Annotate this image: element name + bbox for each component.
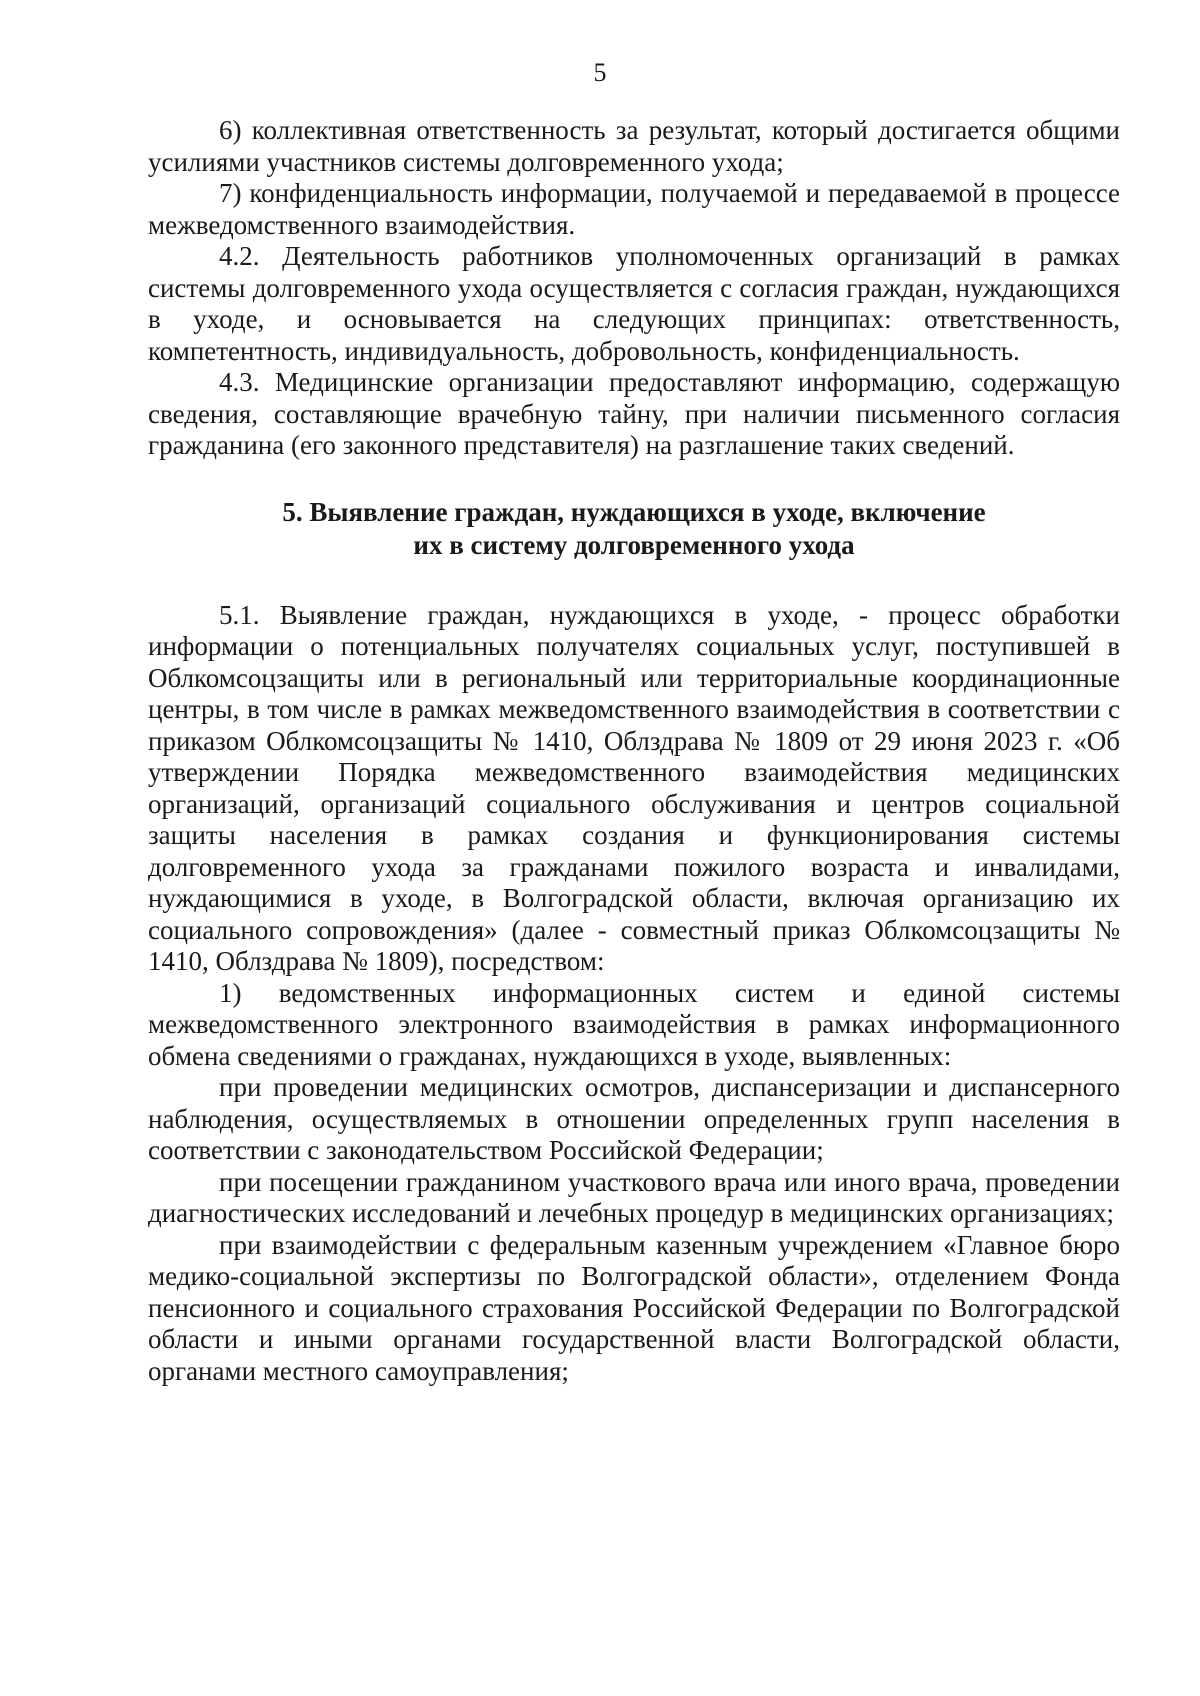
paragraph-medical-exams: при проведении медицинских осмотров, диспансеризации и диспансерного наблюдения, осуществляемых в отношении определенных групп населения в соответствии с законодательством Российской Федерации; xyxy=(148,1072,1120,1165)
section-heading-line-2: их в систему долговременного ухода xyxy=(413,529,855,560)
paragraph-4-3: 4.3. Медицинские организации предоставляют информацию, содержащую сведения, составляющие врачебную тайну, при наличии письменного согласия гражданина (его законного представителя) на разглашение таких сведений. xyxy=(148,367,1120,460)
page-number: 5 xyxy=(593,58,607,87)
section-heading xyxy=(148,496,1120,562)
paragraph-interaction: при взаимодействии с федеральным казенным учреждением «Главное бюро медико-социальной экспертизы по Волгоградской области», отделением Фонда пенсионного и социального страхования Российской Федерации по Волгоградской области и иными органами государственной власти Волгоградской области, органами местного самоуправления; xyxy=(148,1229,1120,1386)
paragraph-item-7: 7) конфиденциальность информации, получаемой и передаваемой в процессе межведомственного взаимодействия. xyxy=(148,178,1120,240)
paragraph-doctor-visits: при посещении гражданином участкового врача или иного врача, проведении диагностических исследований и лечебных процедур в медицинских организациях; xyxy=(148,1166,1120,1228)
paragraph-item-6: 6) коллективная ответственность за результат, который достигается общими усилиями участников системы долговременного ухода; xyxy=(148,115,1120,177)
document-body xyxy=(148,115,1120,1387)
section-heading-line-1: 5. Выявление граждан, нуждающихся в уходе, включение xyxy=(282,496,986,527)
paragraph-sub-1: 1) ведомственных информационных систем и единой системы межведомственного электронного взаимодействия в рамках информационного обмена сведениями о гражданах, нуждающихся в уходе, выявленных: xyxy=(148,977,1120,1071)
paragraph-5-1: 5.1. Выявление граждан, нуждающихся в уходе, - процесс обработки информации о потенциальных получателях социальных услуг, поступившей в Облкомсоцзащиты или в региональный или территориальные координационные центры, в том числе в рамках межведомственного взаимодействия в соответствии с приказом Облкомсоцзащиты № 1410, Облздрава № 1809 от 29 июня 2023 г. «Об утверждении Порядка межведомственного взаимодействия медицинских организаций, организаций социального обслуживания и центров социальной защиты населения в рамках создания и функционирования системы долговременного ухода за гражданами пожилого возраста и инвалидами, нуждающимися в уходе, в Волгоградской области, включая организацию их социального сопровождения» (далее - совместный приказ Облкомсоцзащиты № 1410, Облздрава № 1809), посредством: xyxy=(148,599,1120,976)
paragraph-4-2: 4.2. Деятельность работников уполномоченных организаций в рамках системы долговременного ухода осуществляется с согласия граждан, нуждающихся в уходе, и основывается на следующих принципах: ответственность, компетентность, индивидуальность, добровольность, конфиденциальность. xyxy=(148,241,1120,366)
